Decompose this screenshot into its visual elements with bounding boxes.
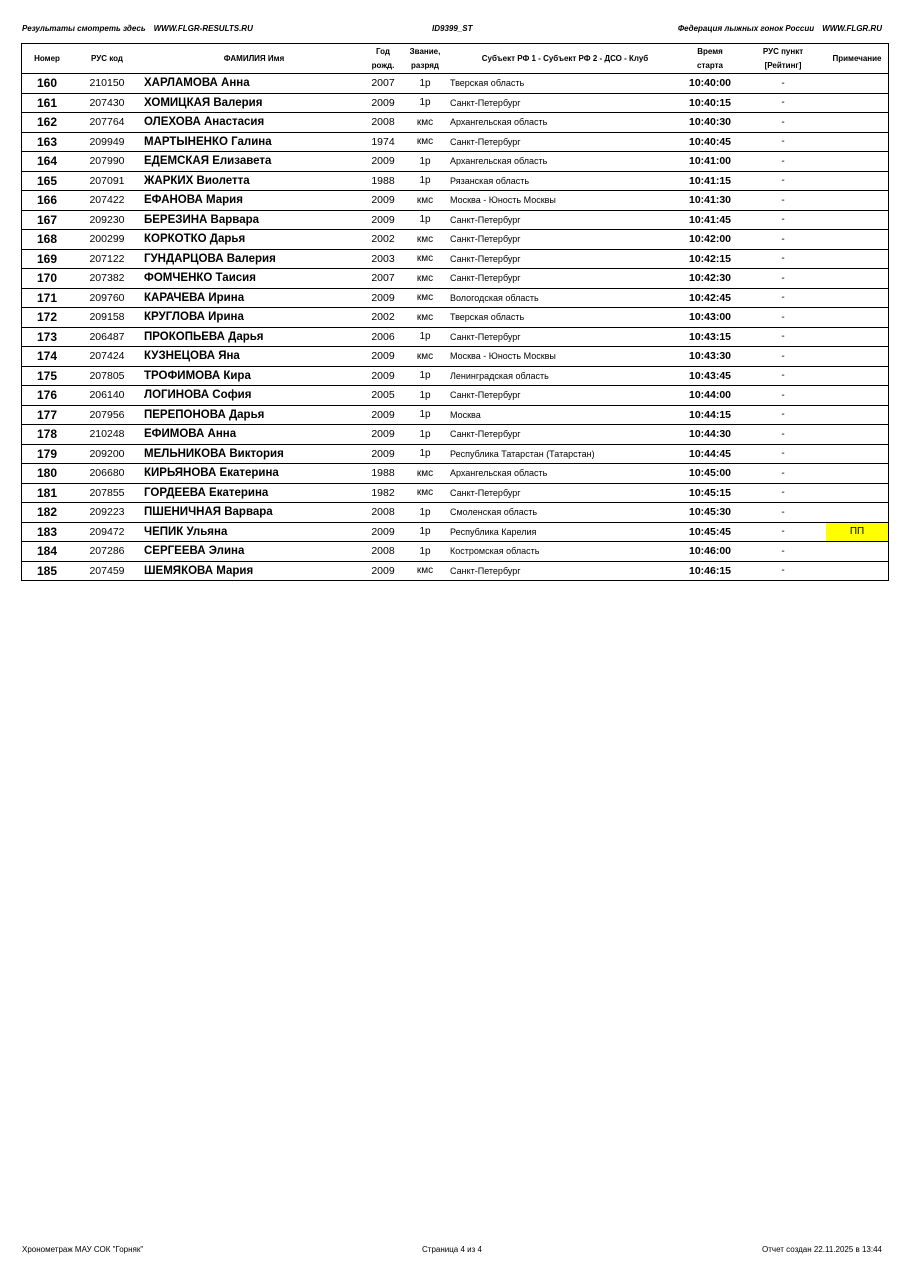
- table-row: [22, 113, 889, 133]
- footer-timing: Хронометраж МАУ СОК "Горняк": [22, 1245, 144, 1254]
- col-header-rus-point-l2: [Рейтинг]: [764, 60, 802, 70]
- cell-start-time: 10:41:45: [680, 210, 740, 230]
- cell-name: ТРОФИМОВА Кира: [142, 366, 364, 386]
- cell-number: 185: [22, 561, 73, 581]
- cell-region: Санкт-Петербург: [448, 386, 680, 406]
- cell-rus-point: -: [740, 132, 826, 152]
- table-row: [22, 74, 889, 94]
- cell-birth-year: 1988: [364, 464, 402, 484]
- start-list-table: [21, 43, 889, 581]
- cell-start-time: 10:46:00: [680, 542, 740, 562]
- table-row: [22, 483, 889, 503]
- cell-number: 172: [22, 308, 73, 328]
- results-link-line: [22, 24, 253, 33]
- cell-start-time: 10:44:00: [680, 386, 740, 406]
- table-row: [22, 93, 889, 113]
- cell-rank: 1р: [402, 522, 448, 542]
- table-row: [22, 308, 889, 328]
- cell-rus-code: 207422: [72, 191, 142, 211]
- cell-rank: 1р: [402, 425, 448, 445]
- cell-region: Санкт-Петербург: [448, 249, 680, 269]
- cell-rank: 1р: [402, 503, 448, 523]
- table-row: [22, 561, 889, 581]
- cell-birth-year: 2009: [364, 93, 402, 113]
- cell-rank: кмс: [402, 561, 448, 581]
- table-row: [22, 230, 889, 250]
- cell-start-time: 10:41:00: [680, 152, 740, 172]
- cell-rus-code: 209200: [72, 444, 142, 464]
- cell-start-time: 10:43:15: [680, 327, 740, 347]
- federation-site-link[interactable]: WWW.FLGR.RU: [822, 24, 882, 33]
- table-row: [22, 386, 889, 406]
- cell-rus-point: -: [740, 288, 826, 308]
- cell-birth-year: 2008: [364, 503, 402, 523]
- cell-start-time: 10:43:45: [680, 366, 740, 386]
- cell-number: 165: [22, 171, 73, 191]
- cell-birth-year: 2007: [364, 269, 402, 289]
- cell-number: 183: [22, 522, 73, 542]
- cell-rus-point: -: [740, 171, 826, 191]
- cell-region: Санкт-Петербург: [448, 425, 680, 445]
- cell-rus-code: 207990: [72, 152, 142, 172]
- cell-name: КОРКОТКО Дарья: [142, 230, 364, 250]
- cell-name: БЕРЕЗИНА Варвара: [142, 210, 364, 230]
- col-header-rus-point: [740, 44, 826, 74]
- table-row: [22, 542, 889, 562]
- cell-start-time: 10:45:15: [680, 483, 740, 503]
- cell-rus-code: 207459: [72, 561, 142, 581]
- cell-start-time: 10:43:00: [680, 308, 740, 328]
- cell-region: Костромская область: [448, 542, 680, 562]
- cell-number: 177: [22, 405, 73, 425]
- table-body: [22, 74, 889, 581]
- cell-rus-point: -: [740, 425, 826, 445]
- cell-birth-year: 2009: [364, 561, 402, 581]
- cell-birth-year: 2008: [364, 542, 402, 562]
- cell-rank: 1р: [402, 542, 448, 562]
- table-row: [22, 152, 889, 172]
- cell-name: ЖАРКИХ Виолетта: [142, 171, 364, 191]
- cell-birth-year: 2009: [364, 288, 402, 308]
- cell-name: ЕФИМОВА Анна: [142, 425, 364, 445]
- cell-note: [826, 171, 889, 191]
- cell-rus-point: -: [740, 444, 826, 464]
- cell-rus-point: -: [740, 366, 826, 386]
- results-label: Результаты смотреть здесь: [22, 24, 146, 33]
- cell-number: 161: [22, 93, 73, 113]
- cell-rus-point: -: [740, 230, 826, 250]
- federation-line: [678, 24, 882, 33]
- table-row: [22, 503, 889, 523]
- cell-note: [826, 152, 889, 172]
- cell-note: [826, 444, 889, 464]
- cell-number: 167: [22, 210, 73, 230]
- cell-rank: кмс: [402, 308, 448, 328]
- cell-rus-point: -: [740, 483, 826, 503]
- cell-rus-point: -: [740, 249, 826, 269]
- cell-note: [826, 269, 889, 289]
- cell-rank: кмс: [402, 347, 448, 367]
- cell-rank: 1р: [402, 171, 448, 191]
- cell-rus-point: -: [740, 152, 826, 172]
- cell-birth-year: 1988: [364, 171, 402, 191]
- cell-rank: 1р: [402, 386, 448, 406]
- cell-rus-point: -: [740, 522, 826, 542]
- cell-region: Санкт-Петербург: [448, 483, 680, 503]
- cell-rus-code: 209949: [72, 132, 142, 152]
- cell-note: [826, 561, 889, 581]
- cell-name: МАРТЫНЕНКО Галина: [142, 132, 364, 152]
- cell-region: Республика Татарстан (Татарстан): [448, 444, 680, 464]
- cell-start-time: 10:40:15: [680, 93, 740, 113]
- cell-rus-point: -: [740, 191, 826, 211]
- cell-note: [826, 210, 889, 230]
- cell-name: ПШЕНИЧНАЯ Варвара: [142, 503, 364, 523]
- footer-page-number: Страница 4 из 4: [422, 1245, 482, 1254]
- cell-rus-point: -: [740, 269, 826, 289]
- cell-rank: 1р: [402, 444, 448, 464]
- col-header-birth-year-l2: рожд.: [371, 60, 395, 70]
- federation-name: Федерация лыжных гонок России: [677, 24, 815, 33]
- col-header-rus-code: РУС код: [72, 44, 142, 74]
- cell-start-time: 10:41:30: [680, 191, 740, 211]
- cell-number: 178: [22, 425, 73, 445]
- table-row: [22, 249, 889, 269]
- cell-start-time: 10:43:30: [680, 347, 740, 367]
- cell-region: Москва: [448, 405, 680, 425]
- cell-rus-point: -: [740, 308, 826, 328]
- cell-name: ШЕМЯКОВА Мария: [142, 561, 364, 581]
- table-header-row: [22, 44, 889, 74]
- page-header: [22, 24, 884, 38]
- col-header-rank-l1: Звание,: [409, 46, 441, 56]
- col-header-region: Субъект РФ 1 - Субъект РФ 2 - ДСО - Клуб: [448, 44, 680, 74]
- cell-note: [826, 249, 889, 269]
- cell-birth-year: 2009: [364, 366, 402, 386]
- col-header-rank: [402, 44, 448, 74]
- cell-rus-code: 206140: [72, 386, 142, 406]
- cell-note: [826, 327, 889, 347]
- cell-rus-point: -: [740, 74, 826, 94]
- cell-rus-point: -: [740, 503, 826, 523]
- cell-rus-code: 209223: [72, 503, 142, 523]
- cell-rus-code: 209760: [72, 288, 142, 308]
- table-row: [22, 366, 889, 386]
- cell-note: [826, 191, 889, 211]
- cell-note: [826, 483, 889, 503]
- cell-birth-year: 2005: [364, 386, 402, 406]
- cell-rus-code: 207286: [72, 542, 142, 562]
- cell-start-time: 10:42:45: [680, 288, 740, 308]
- cell-note: [826, 308, 889, 328]
- cell-note: [826, 386, 889, 406]
- cell-note: [826, 405, 889, 425]
- cell-region: Архангельская область: [448, 113, 680, 133]
- cell-number: 176: [22, 386, 73, 406]
- table-row: [22, 288, 889, 308]
- table-row: [22, 171, 889, 191]
- cell-number: 174: [22, 347, 73, 367]
- cell-rank: 1р: [402, 327, 448, 347]
- cell-start-time: 10:40:45: [680, 132, 740, 152]
- cell-note: [826, 503, 889, 523]
- cell-region: Ленинградская область: [448, 366, 680, 386]
- cell-rus-code: 209158: [72, 308, 142, 328]
- table-row: [22, 425, 889, 445]
- col-header-start-time-l1: Время: [697, 46, 723, 56]
- cell-start-time: 10:42:30: [680, 269, 740, 289]
- cell-birth-year: 2009: [364, 152, 402, 172]
- cell-rank: кмс: [402, 483, 448, 503]
- cell-rus-code: 200299: [72, 230, 142, 250]
- cell-rus-code: 209472: [72, 522, 142, 542]
- cell-number: 168: [22, 230, 73, 250]
- cell-rus-code: 207764: [72, 113, 142, 133]
- cell-rus-code: 207382: [72, 269, 142, 289]
- cell-number: 184: [22, 542, 73, 562]
- cell-name: ГОРДЕЕВА Екатерина: [142, 483, 364, 503]
- cell-rank: кмс: [402, 464, 448, 484]
- cell-note: [826, 230, 889, 250]
- col-header-rus-point-l1: РУС пункт: [762, 46, 804, 56]
- cell-region: Рязанская область: [448, 171, 680, 191]
- cell-start-time: 10:42:15: [680, 249, 740, 269]
- cell-name: КУЗНЕЦОВА Яна: [142, 347, 364, 367]
- cell-start-time: 10:45:30: [680, 503, 740, 523]
- cell-birth-year: 2009: [364, 405, 402, 425]
- cell-birth-year: 2008: [364, 113, 402, 133]
- table-row: [22, 347, 889, 367]
- col-header-birth-year: [364, 44, 402, 74]
- cell-start-time: 10:45:45: [680, 522, 740, 542]
- col-header-start-time: [680, 44, 740, 74]
- cell-rus-point: -: [740, 561, 826, 581]
- cell-number: 166: [22, 191, 73, 211]
- cell-rus-code: 209230: [72, 210, 142, 230]
- cell-rus-point: -: [740, 405, 826, 425]
- cell-rank: кмс: [402, 113, 448, 133]
- cell-rus-code: 207122: [72, 249, 142, 269]
- cell-birth-year: 2009: [364, 522, 402, 542]
- table-row: [22, 522, 889, 542]
- cell-note: ПП: [826, 522, 889, 542]
- cell-note: [826, 464, 889, 484]
- cell-name: ЕДЕМСКАЯ Елизавета: [142, 152, 364, 172]
- cell-start-time: 10:45:00: [680, 464, 740, 484]
- cell-note: [826, 542, 889, 562]
- cell-name: СЕРГЕЕВА Элина: [142, 542, 364, 562]
- cell-rank: кмс: [402, 269, 448, 289]
- cell-number: 163: [22, 132, 73, 152]
- cell-number: 182: [22, 503, 73, 523]
- cell-rus-code: 207430: [72, 93, 142, 113]
- cell-name: ХАРЛАМОВА Анна: [142, 74, 364, 94]
- cell-region: Москва - Юность Москвы: [448, 191, 680, 211]
- cell-rus-point: -: [740, 464, 826, 484]
- cell-name: ХОМИЦКАЯ Валерия: [142, 93, 364, 113]
- col-header-name: ФАМИЛИЯ Имя: [142, 44, 364, 74]
- cell-name: ЕФАНОВА Мария: [142, 191, 364, 211]
- cell-rus-point: -: [740, 347, 826, 367]
- cell-number: 160: [22, 74, 73, 94]
- cell-rank: 1р: [402, 74, 448, 94]
- col-header-birth-year-l1: Год: [376, 46, 390, 56]
- cell-region: Архангельская область: [448, 152, 680, 172]
- footer-created: Отчет создан 22.11.2025 в 13:44: [762, 1245, 882, 1254]
- cell-number: 169: [22, 249, 73, 269]
- cell-rank: 1р: [402, 93, 448, 113]
- cell-rus-code: 207805: [72, 366, 142, 386]
- cell-region: Вологодская область: [448, 288, 680, 308]
- cell-name: ОЛЕХОВА Анастасия: [142, 113, 364, 133]
- cell-rank: кмс: [402, 132, 448, 152]
- cell-region: Санкт-Петербург: [448, 230, 680, 250]
- cell-start-time: 10:41:15: [680, 171, 740, 191]
- cell-number: 180: [22, 464, 73, 484]
- cell-name: ПЕРЕПОНОВА Дарья: [142, 405, 364, 425]
- col-header-rank-l2: разряд: [411, 60, 439, 70]
- cell-region: Санкт-Петербург: [448, 269, 680, 289]
- cell-rus-code: 207424: [72, 347, 142, 367]
- cell-birth-year: 2002: [364, 230, 402, 250]
- cell-region: Санкт-Петербург: [448, 132, 680, 152]
- cell-rus-code: 210248: [72, 425, 142, 445]
- cell-note: [826, 74, 889, 94]
- cell-rank: кмс: [402, 288, 448, 308]
- cell-region: Санкт-Петербург: [448, 561, 680, 581]
- cell-rank: 1р: [402, 405, 448, 425]
- cell-region: Москва - Юность Москвы: [448, 347, 680, 367]
- results-site-link[interactable]: WWW.FLGR-RESULTS.RU: [153, 24, 253, 33]
- cell-birth-year: 1974: [364, 132, 402, 152]
- table-row: [22, 210, 889, 230]
- cell-name: ЛОГИНОВА София: [142, 386, 364, 406]
- cell-start-time: 10:44:15: [680, 405, 740, 425]
- cell-start-time: 10:46:15: [680, 561, 740, 581]
- cell-rus-code: 207855: [72, 483, 142, 503]
- cell-rank: 1р: [402, 152, 448, 172]
- cell-name: ПРОКОПЬЕВА Дарья: [142, 327, 364, 347]
- table-row: [22, 327, 889, 347]
- cell-note: [826, 93, 889, 113]
- cell-birth-year: 2003: [364, 249, 402, 269]
- table-row: [22, 132, 889, 152]
- cell-rank: 1р: [402, 210, 448, 230]
- cell-number: 181: [22, 483, 73, 503]
- cell-rus-point: -: [740, 386, 826, 406]
- cell-rus-point: -: [740, 113, 826, 133]
- cell-rus-point: -: [740, 210, 826, 230]
- cell-region: Республика Карелия: [448, 522, 680, 542]
- col-header-number: Номер: [22, 44, 73, 74]
- cell-name: МЕЛЬНИКОВА Виктория: [142, 444, 364, 464]
- table-row: [22, 444, 889, 464]
- col-header-start-time-l2: старта: [697, 60, 723, 70]
- cell-region: Тверская область: [448, 74, 680, 94]
- table-row: [22, 405, 889, 425]
- cell-birth-year: 1982: [364, 483, 402, 503]
- cell-birth-year: 2007: [364, 74, 402, 94]
- cell-name: ЧЕПИК Ульяна: [142, 522, 364, 542]
- cell-rank: кмс: [402, 230, 448, 250]
- cell-birth-year: 2009: [364, 347, 402, 367]
- cell-number: 173: [22, 327, 73, 347]
- col-header-note: Примечание: [826, 44, 889, 74]
- cell-rus-code: 210150: [72, 74, 142, 94]
- cell-name: ГУНДАРЦОВА Валерия: [142, 249, 364, 269]
- cell-name: КАРАЧЕВА Ирина: [142, 288, 364, 308]
- table-row: [22, 269, 889, 289]
- cell-rus-point: -: [740, 327, 826, 347]
- cell-rus-point: -: [740, 542, 826, 562]
- cell-birth-year: 2006: [364, 327, 402, 347]
- event-id: ID9399_ST: [432, 24, 473, 33]
- cell-region: Санкт-Петербург: [448, 210, 680, 230]
- cell-birth-year: 2009: [364, 191, 402, 211]
- table-row: [22, 464, 889, 484]
- cell-note: [826, 113, 889, 133]
- cell-rus-code: 207091: [72, 171, 142, 191]
- cell-region: Архангельская область: [448, 464, 680, 484]
- cell-note: [826, 366, 889, 386]
- cell-name: КИРЬЯНОВА Екатерина: [142, 464, 364, 484]
- cell-start-time: 10:40:00: [680, 74, 740, 94]
- cell-birth-year: 2009: [364, 210, 402, 230]
- cell-birth-year: 2009: [364, 444, 402, 464]
- cell-birth-year: 2002: [364, 308, 402, 328]
- cell-note: [826, 288, 889, 308]
- cell-rus-code: 206487: [72, 327, 142, 347]
- cell-start-time: 10:44:45: [680, 444, 740, 464]
- cell-number: 162: [22, 113, 73, 133]
- cell-number: 171: [22, 288, 73, 308]
- cell-rank: кмс: [402, 249, 448, 269]
- cell-birth-year: 2009: [364, 425, 402, 445]
- page-footer: [22, 1245, 884, 1257]
- cell-region: Санкт-Петербург: [448, 93, 680, 113]
- cell-start-time: 10:42:00: [680, 230, 740, 250]
- cell-rus-code: 206680: [72, 464, 142, 484]
- cell-start-time: 10:40:30: [680, 113, 740, 133]
- table-row: [22, 191, 889, 211]
- cell-note: [826, 347, 889, 367]
- cell-number: 175: [22, 366, 73, 386]
- cell-rank: 1р: [402, 366, 448, 386]
- cell-rus-point: -: [740, 93, 826, 113]
- cell-rank: кмс: [402, 191, 448, 211]
- cell-name: ФОМЧЕНКО Таисия: [142, 269, 364, 289]
- cell-number: 164: [22, 152, 73, 172]
- cell-start-time: 10:44:30: [680, 425, 740, 445]
- cell-region: Тверская область: [448, 308, 680, 328]
- cell-note: [826, 132, 889, 152]
- cell-region: Смоленская область: [448, 503, 680, 523]
- cell-name: КРУГЛОВА Ирина: [142, 308, 364, 328]
- cell-rus-code: 207956: [72, 405, 142, 425]
- cell-region: Санкт-Петербург: [448, 327, 680, 347]
- cell-number: 179: [22, 444, 73, 464]
- cell-note: [826, 425, 889, 445]
- cell-number: 170: [22, 269, 73, 289]
